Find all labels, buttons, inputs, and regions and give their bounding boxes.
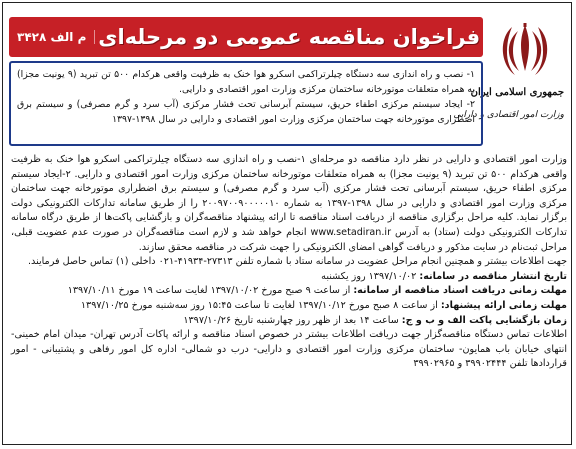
publish-date-label: تاریخ انتشار مناقصه در سامانه: xyxy=(419,270,567,282)
summary-item: ۱- نصب و راه اندازی سه دستگاه چیلرتراکمی اسکرو هوا خنک به ظرفیت واقعی هرکدام ۵۰۰ تن تبرید (۹ یونیت مجزا) به همراه متعلقات موتورخانه ساختمان مرکزی وزارت امور اقتصادی و دارایی. xyxy=(17,69,475,95)
notice-header xyxy=(3,3,570,151)
opening-value: ساعت ۱۴ بعد از ظهر روز چهارشنبه تاریخ ۱۳۹۷/۱۰/۲۶ xyxy=(183,314,399,326)
publish-date-line xyxy=(11,270,567,285)
iran-emblem-icon xyxy=(499,21,551,79)
summary-box xyxy=(9,61,483,146)
opening-label: زمان بازگشایی پاکت الف و ب و ج: xyxy=(401,314,567,326)
title-bar xyxy=(9,17,483,57)
ministry-name: وزارت امور اقتصادی و دارایی xyxy=(453,110,564,120)
submit-deadline-line xyxy=(11,299,567,314)
summary-item: ۲- ایجاد سیستم مرکزی اطفاء حریق، سیستم آبرسانی تحت فشار مرکزی (آب سرد و گرم مصرفی) و سیستم برق اضطراری موتورخانه جهت ساختمان مرکزی وزارت امور اقتصادی و دارایی در سال ۱۳۹۸-۱۳۹۷ xyxy=(17,99,475,125)
submit-deadline-value: از ساعت ۸ صبح مورخ ۱۳۹۷/۱۰/۱۲ لغایت تا ساعت ۱۵:۴۵ روز سه‌شنبه مورخ ۱۳۹۷/۱۰/۲۵ xyxy=(80,299,438,311)
docs-deadline-label: مهلت زمانی دریافت اسناد مناقصه از سامانه: xyxy=(353,285,567,297)
notice-title: فراخوان مناقصه عمومی دو مرحله‌ای xyxy=(98,25,481,49)
support-line: جهت اطلاعات بیشتر و همچنین انجام مراحل عضویت در سامانه ستاد با شماره تلفن ۲۷۳۱۳-۴۱۹۳۴-۰۲۱ داخلی (۱) تماس حاصل فرمایند. xyxy=(27,256,567,268)
ministry-logo xyxy=(453,21,564,146)
publish-date-value: ۱۳۹۷/۱۰/۰۲ روز یکشنبه xyxy=(321,270,417,282)
intro-paragraph: وزارت امور اقتصادی و دارایی در نظر دارد مناقصه دو مرحله‌ای ۱-نصب و راه اندازی سه دستگاه چیلرتراکمی اسکرو هوا خنک به ظرفیت واقعی هرکدام ۵۰۰ تن تبرید (۹ یونیت مجزا) به همراه متعلقات موتورخانه ساختمان مرکزی وزارت امور اقتصادی و دارایی. ۲-ایجاد سیستم مرکزی اطفاء حریق، سیستم آبرسانی تحت فشار مرکزی (آب سرد و گرم مصرفی) و سیستم برق اضطراری موتورخانه جهت ساختمان مرکزی وزارت امور اقتصادی و دارایی در سال ۱۳۹۸-۱۳۹۷ به شماره ۲۰۰۹۷۰۰۹۰۰۰۰۰۱۰ را از طریق سامانه تدارکات الکترونیکی دولت برگزار نماید. کلیه مراحل برگزاری مناقصه از دریافت اسناد مناقصه تا ارائه پیشنهاد مناقصه‌گران و بازگشایی پاکت‌ها از طریق درگاه سامانه تدارکات الکترونیکی دولت (ستاد) به آدرس www.setadiran.ir انجام خواهد شد و لازم است مناقصه‌گران در صورت عدم عضویت قبلی، مراحل ثبت‌نام در سایت مذکور و دریافت گواهی امضای الکترونیکی را جهت شرکت در مناقصه محقق سازند. xyxy=(11,154,568,253)
opening-line xyxy=(11,314,567,329)
country-name: جمهوری اسلامی ایران xyxy=(470,87,564,98)
docs-deadline-line xyxy=(11,284,567,299)
submit-deadline-label: مهلت زمانی ارائه پیشنهاد: xyxy=(440,299,567,311)
notice-body xyxy=(11,153,567,372)
ad-code: م الف ۳۴۲۸ xyxy=(9,30,95,44)
docs-deadline-value: از ساعت ۹ صبح مورخ ۱۳۹۷/۱۰/۰۲ لغایت ساعت ۱۹ مورخ ۱۳۹۷/۱۰/۱۱ xyxy=(67,285,351,297)
contact-paragraph: اطلاعات تماس دستگاه مناقصه‌گزار جهت دریافت اطلاعات بیشتر در خصوص اسناد مناقصه و ارائه پاکات آدرس تهران- میدان امام خمینی- انتهای خیابان باب همایون- ساختمان مرکزی وزارت امور اقتصادی و دارایی- درب دو شمالی- اداره کل امور رفاهی و پشتیبانی - امور قراردادها تلفن ۳۹۹۰۲۴۴۴ و ۳۹۹۰۲۹۶۵ xyxy=(11,329,567,370)
notice-frame xyxy=(2,2,572,445)
